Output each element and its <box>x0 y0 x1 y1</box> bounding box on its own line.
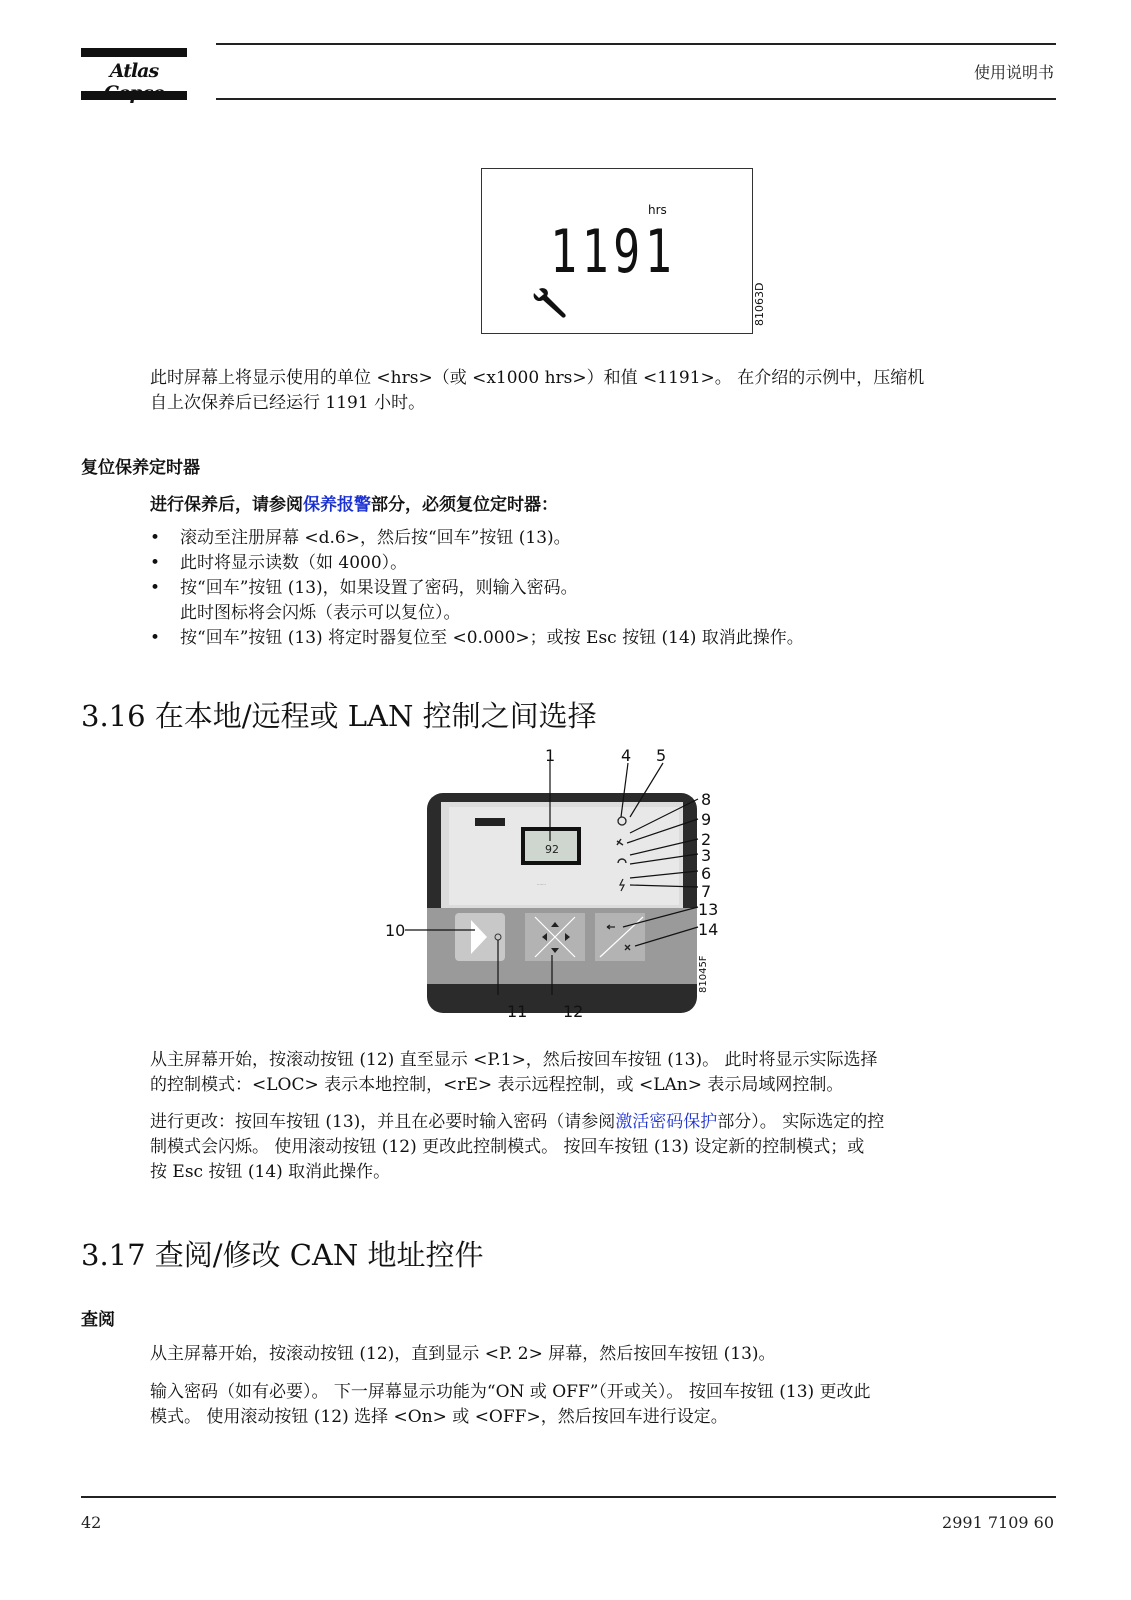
header-rule-top <box>216 43 1056 45</box>
wrench-icon <box>530 287 572 323</box>
callout-7: 7 <box>701 882 712 901</box>
reset-steps-list <box>150 526 1050 651</box>
callout-3: 3 <box>701 846 712 865</box>
bullet-icon: • <box>150 528 161 548</box>
list-item-text: 按“回车”按钮 (13) 将定时器复位至 <0.000>；或按 Esc 按钮 (14) 取消此操作。 <box>180 628 804 648</box>
model-label: ······· <box>537 882 546 887</box>
subheading-view: 查阅 <box>81 1310 115 1330</box>
header-rule-bottom <box>216 98 1056 100</box>
document-type: 使用说明书 <box>973 63 1054 82</box>
list-item <box>150 576 1050 626</box>
brand-mini-logo <box>475 818 505 826</box>
lcd-unit-label: hrs <box>648 203 667 217</box>
text-line <box>150 1110 1050 1135</box>
list-item-text: 按“回车”按钮 (13)，如果设置了密码，则输入密码。 <box>180 578 578 598</box>
text-line: 制模式会闪烁。 使用滚动按钮 (12) 更改此控制模式。 按回车按钮 (13) 设定新的控制模式；或 <box>150 1137 865 1157</box>
list-item-text: 此时将显示读数（如 4000）。 <box>180 553 408 573</box>
callout-9: 9 <box>701 810 712 829</box>
brand-name: Atlas <box>109 60 159 82</box>
text-line: 的控制模式：<LOC> 表示本地控制，<rE> 表示远程控制，或 <LAn> 表示局域网控制。 <box>150 1075 844 1095</box>
link-maintenance-alarm[interactable]: 保养报警 <box>303 495 371 515</box>
callout-13: 13 <box>698 900 719 919</box>
section-title-3-17: 3.17 查阅/修改 CAN 地址控件 <box>81 1238 484 1272</box>
document-number: 2991 7109 60 <box>942 1513 1054 1532</box>
section-3-16-paragraph-1 <box>150 1048 1050 1098</box>
bullet-icon: • <box>150 553 161 573</box>
callout-2: 2 <box>701 830 712 849</box>
text-line: 按 Esc 按钮 (14) 取消此操作。 <box>150 1162 391 1182</box>
enter-esc-keys <box>595 913 645 961</box>
text-line: 此时屏幕上将显示使用的单位 <hrs>（或 <x1000 hrs>）和值 <1191>。 在介绍的示例中，压缩机 <box>150 368 925 388</box>
text-segment: 进行更改：按回车按钮 (13)，并且在必要时输入密码（请参阅 <box>150 1112 616 1132</box>
page-number: 42 <box>81 1513 102 1532</box>
intro-paragraph <box>150 366 1050 416</box>
list-item <box>150 526 1050 551</box>
subheading-reset-timer: 复位保养定时器 <box>81 458 200 478</box>
lead-text-start: 进行保养后，请参阅 <box>150 495 303 515</box>
logo-bottom-bar <box>81 91 187 100</box>
text-line: 输入密码（如有必要）。 下一屏幕显示功能为“ON 或 OFF”（开或关）。 按回车按钮 (13) 更改此 <box>150 1382 871 1402</box>
text-line: 自上次保养后已经运行 1191 小时。 <box>150 393 426 413</box>
callout-10: 10 <box>385 921 406 940</box>
callout-12: 12 <box>563 1002 584 1021</box>
reset-lead-text <box>150 490 558 515</box>
logo-top-bar <box>81 48 187 57</box>
callout-5: 5 <box>656 746 667 765</box>
bullet-icon: • <box>150 628 161 648</box>
callout-1: 1 <box>545 746 556 765</box>
list-item <box>150 626 1050 651</box>
list-item-text: 滚动至注册屏幕 <d.6>，然后按“回车”按钮 (13)。 <box>180 528 571 548</box>
figure-code: 81063D <box>753 282 766 326</box>
section-3-16-paragraph-2 <box>150 1110 1050 1185</box>
list-item-text: 此时图标将会闪烁（表示可以复位）。 <box>180 603 461 623</box>
list-item <box>150 551 1050 576</box>
callout-11: 11 <box>507 1002 528 1021</box>
callout-6: 6 <box>701 864 712 883</box>
text-segment: 部分）。 实际选定的控 <box>717 1112 885 1132</box>
section-3-17-paragraph-1: 从主屏幕开始，按滚动按钮 (12)，直到显示 <P. 2> 屏幕，然后按回车按钮 (13)。 <box>150 1344 776 1364</box>
display-value: 92 <box>545 843 559 856</box>
lcd-value: 1191 <box>550 217 677 287</box>
link-password-protection[interactable]: 激活密码保护 <box>615 1112 718 1132</box>
text-line: 模式。 使用滚动按钮 (12) 选择 <On> 或 <OFF>，然后按回车进行设定。 <box>150 1407 728 1427</box>
callout-4: 4 <box>621 746 632 765</box>
controller-figure <box>385 755 745 1020</box>
section-3-17-paragraph-2 <box>150 1380 1050 1430</box>
section-title-3-16: 3.16 在本地/远程或 LAN 控制之间选择 <box>81 699 597 733</box>
footer-rule <box>81 1496 1056 1498</box>
bullet-icon: • <box>150 578 161 598</box>
callout-14: 14 <box>698 920 719 939</box>
figure-code: 81045F <box>698 955 709 993</box>
text-line: 从主屏幕开始，按滚动按钮 (12) 直至显示 <P.1>，然后按回车按钮 (13)。 此时将显示实际选择 <box>150 1050 878 1070</box>
lead-text-end: 部分，必须复位定时器： <box>371 495 558 515</box>
callout-8: 8 <box>701 790 712 809</box>
